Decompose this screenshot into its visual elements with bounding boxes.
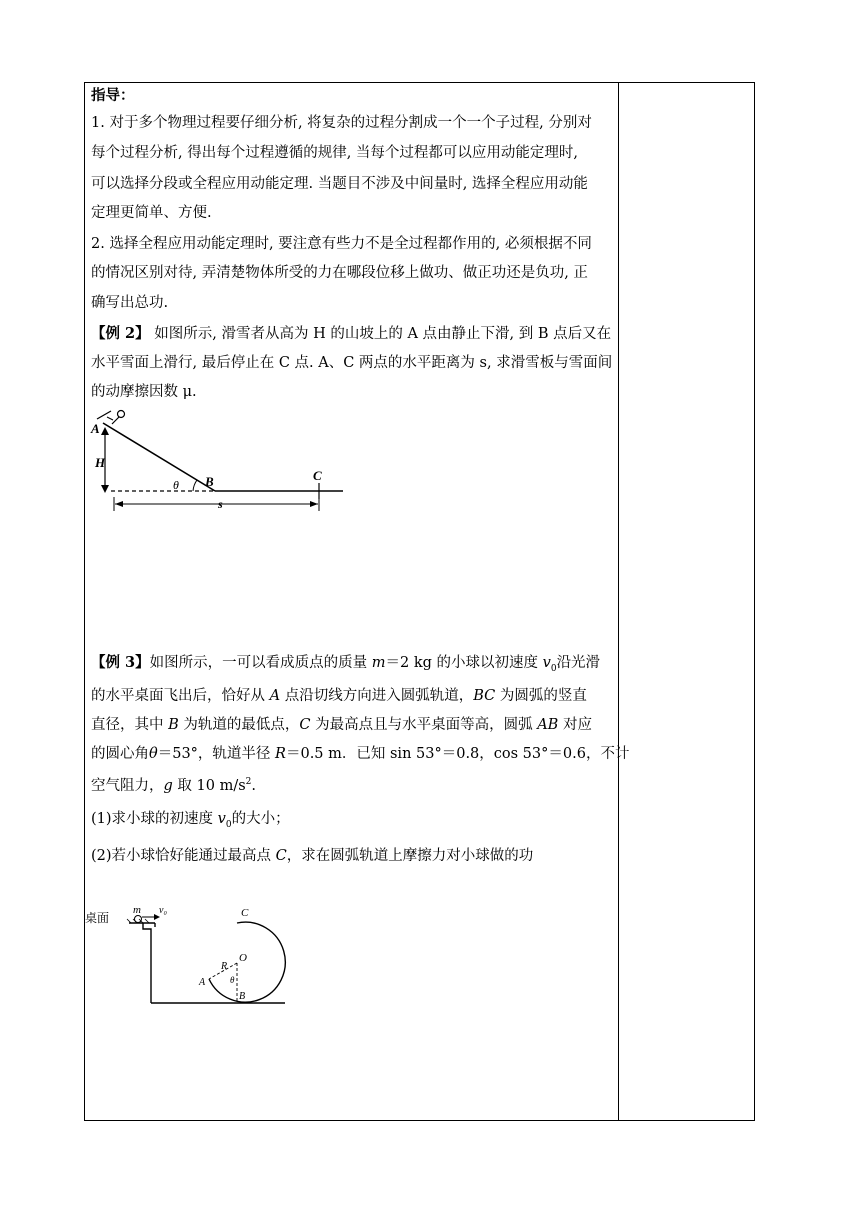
figure-label-A: A: [91, 421, 100, 436]
figure-label-O: O: [239, 952, 247, 964]
skier-icon: [118, 411, 125, 418]
figure-label-s: s: [218, 497, 223, 511]
guidance-heading: 指导：: [91, 87, 135, 104]
figure-label-A: A: [199, 977, 206, 988]
example3-question2: (2)若小球恰好能通过最高点 C，求在圆弧轨道上摩擦力对小球做的功: [91, 848, 534, 864]
example3-line4: 的圆心角θ＝53°，轨道半径 R＝0.5 m．已知 sin 53°＝0.8，cos 53°＝0.6，不计: [91, 746, 630, 762]
figure-label-table: 桌面: [85, 911, 110, 925]
figure-label-R: R: [221, 961, 228, 972]
example3-line1: 【例 3】如图所示，一可以看成质点的质量 m＝2 kg 的小球以初速度 $v_0$沿光滑: [91, 654, 601, 674]
example3-line3: 直径，其中 B 为轨道的最低点，C 为最高点且与水平桌面等高，圆弧 AB 对应: [91, 717, 592, 733]
column-divider: [618, 83, 619, 1120]
figure-label-m: m: [133, 904, 141, 916]
example2-label: 【例 2】: [91, 325, 150, 342]
example3-line2: 的水平桌面飞出后，恰好从 A 点沿切线方向进入圆弧轨道，BC 为圆弧的竖直: [91, 688, 587, 704]
guidance-p1-line: 1. 对于多个物理过程要仔细分析, 将复杂的过程分割成一个一个子过程, 分别对: [91, 115, 592, 131]
guidance-p2-line: 2. 选择全程应用动能定理时, 要注意有些力不是全过程都作用的, 必须根据不同: [91, 236, 592, 252]
guidance-p1-line: 定理更简单、方便.: [91, 205, 212, 221]
figure-label-C: C: [241, 907, 249, 919]
figure-label-C: C: [313, 468, 322, 483]
guidance-p1-line: 每个过程分析, 得出每个过程遵循的规律, 当每个过程都可以应用动能定理时,: [91, 145, 579, 161]
example3-question1: (1)求小球的初速度 $v_0$的大小；: [91, 811, 290, 830]
guidance-p2-line: 的情况区别对待, 弄清楚物体所受的力在哪段位移上做功、做正功还是负功, 正: [91, 265, 588, 281]
example2-figure: [85, 403, 365, 513]
ball-icon: [135, 916, 142, 923]
figure-label-B: B: [239, 991, 246, 1002]
figure-label-H: H: [95, 455, 106, 470]
example3-line5: 空气阻力，g 取 10 $m/s^2$.: [91, 777, 256, 794]
example3-label: 【例 3】: [91, 654, 150, 671]
example2-line2: 水平雪面上滑行, 最后停止在 C 点. A、C 两点的水平距离为 s, 求滑雪板与雪面间: [91, 355, 613, 371]
figure-label-B: B: [205, 474, 214, 489]
guidance-p1-line: 可以选择分段或全程应用动能定理. 当题目不涉及中间量时, 选择全程应用动能: [91, 176, 588, 192]
example3-figure: [85, 873, 365, 1013]
figure-label-theta: θ: [230, 975, 235, 985]
lesson-table: [84, 82, 755, 1121]
figure-label-theta: θ: [173, 478, 179, 492]
guidance-p2-line: 确写出总功.: [91, 295, 169, 311]
example2-line1: 【例 2】 如图所示, 滑雪者从高为 H 的山坡上的 A 点由静止下滑, 到 B 点后又在: [91, 325, 612, 342]
example2-line3: 的动摩擦因数 μ.: [91, 384, 197, 400]
figure-label-v0: v₀: [159, 905, 167, 916]
